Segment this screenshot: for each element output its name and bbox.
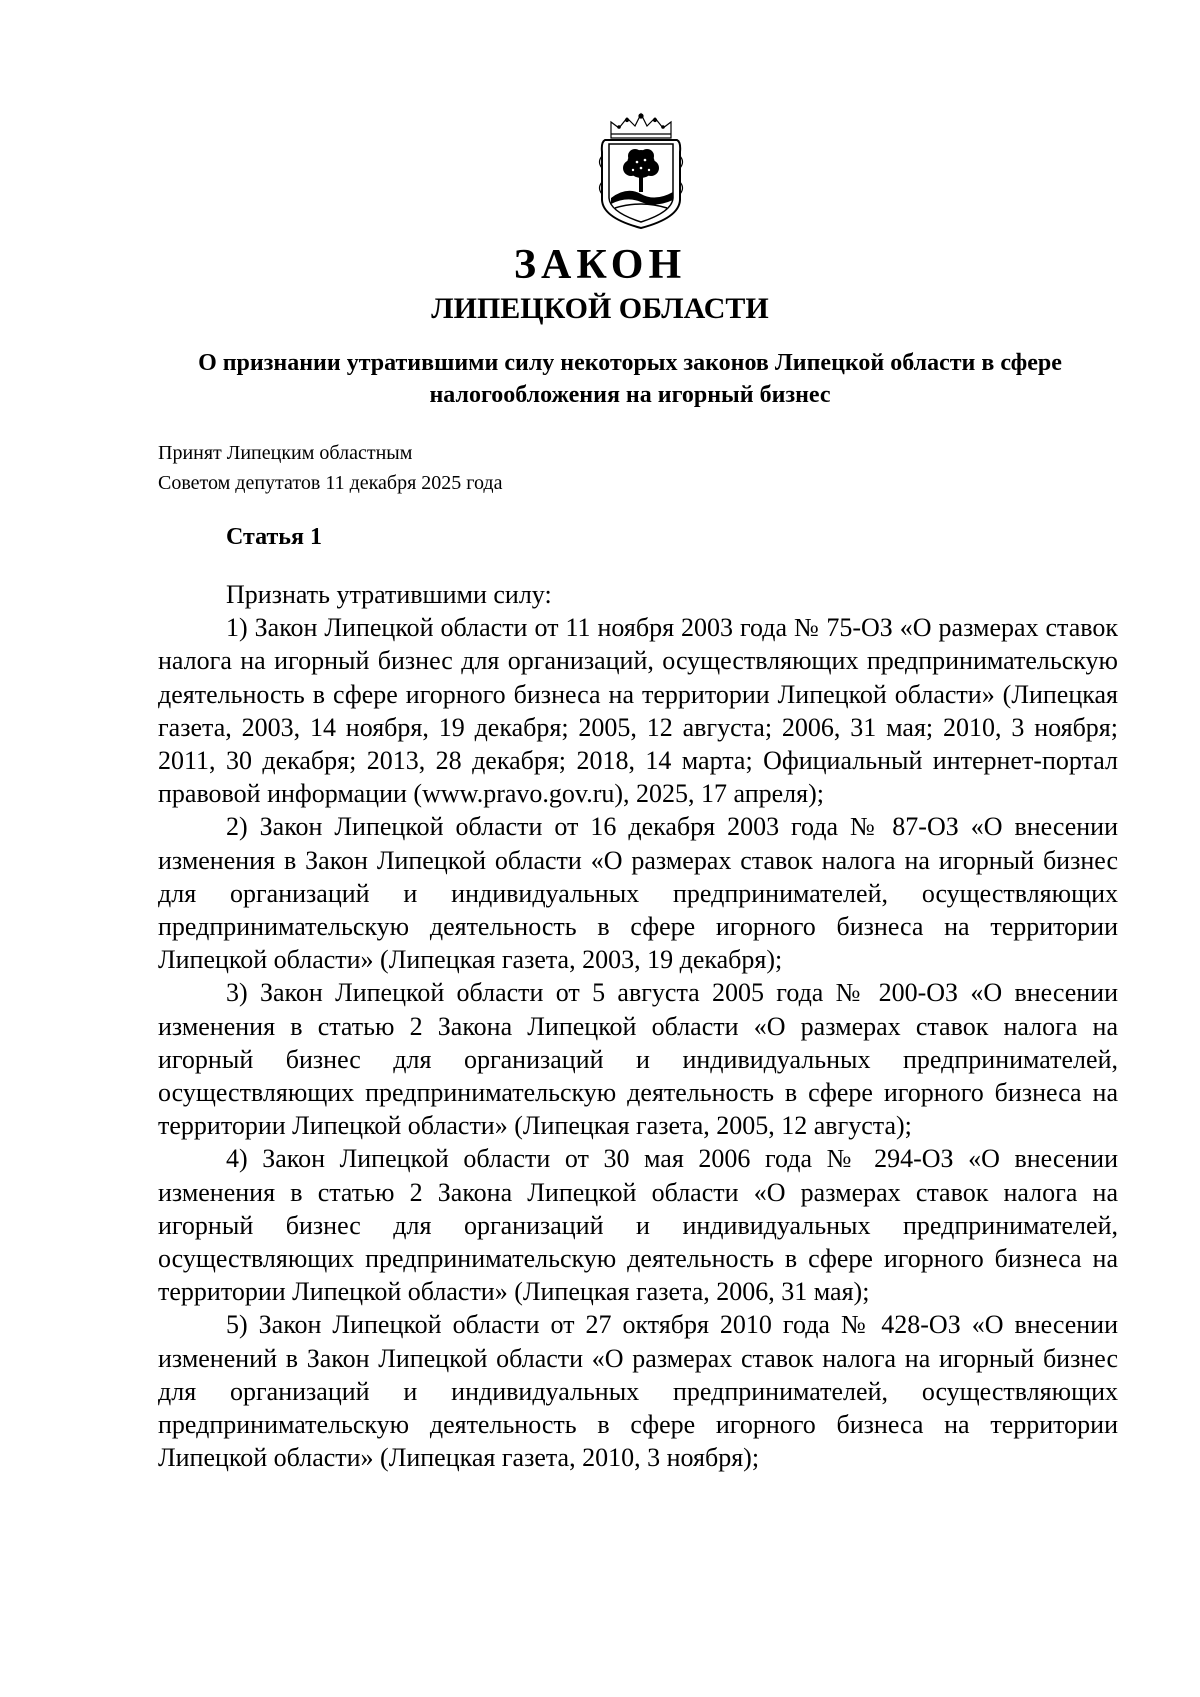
region-title: ЛИПЕЦКОЙ ОБЛАСТИ <box>431 292 769 325</box>
law-title: ЗАКОН <box>513 242 687 288</box>
adoption-line-2: Советом депутатов 11 декабря 2025 года <box>158 472 503 494</box>
article-body <box>158 578 1118 1474</box>
adoption-line-1: Принят Липецким областным <box>158 442 413 464</box>
coat-of-arms-icon <box>597 112 685 230</box>
list-item: 3) Закон Липецкой области от 5 августа 2005 года № 200-ОЗ «О внесении изменения в статью 2 Закона Липецкой области «О размерах ставок налога на игорный бизнес для организаций и индивидуальных предпринимателей, осуществляющих предпринимательскую деятельность в сфере игорного бизнеса на территории Липецкой области» (Липецкая газета, 2005, 12 августа); <box>158 978 1118 1141</box>
list-item: 4) Закон Липецкой области от 30 мая 2006 года № 294-ОЗ «О внесении изменения в статью 2 Закона Липецкой области «О размерах ставок налога на игорный бизнес для организаций и индивидуальных предпринимателей, осуществляющих предпринимательскую деятельность в сфере игорного бизнеса на территории Липецкой области» (Липецкая газета, 2006, 31 мая); <box>158 1144 1118 1307</box>
list-item: 5) Закон Липецкой области от 27 октября 2010 года № 428-ОЗ «О внесении изменений в Закон Липецкой области «О размерах ставок налога на игорный бизнес для организаций и индивидуальных предпринимателей, осуществляющих предпринимательскую деятельность в сфере игорного бизнеса на территории Липецкой области» (Липецкая газета, 2010, 3 ноября); <box>158 1310 1118 1473</box>
adoption-note <box>158 438 502 498</box>
article-intro: Признать утратившими силу: <box>226 580 552 609</box>
law-subject: О признании утратившими силу некоторых законов Липецкой области в сфере налогообложения на игорный бизнес <box>198 350 1062 408</box>
list-item: 1) Закон Липецкой области от 11 ноября 2003 года № 75-ОЗ «О размерах ставок налога на игорный бизнес для организаций, осуществляющих предпринимательскую деятельность в сфере игорного бизнеса на территории Липецкой области» (Липецкая газета, 2003, 14 ноября, 19 декабря; 2005, 12 августа; 2006, 31 мая; 2010, 3 ноября; 2011, 30 декабря; 2013, 28 декабря; 2018, 14 марта; Официальный интернет-портал правовой информации (www.pravo.gov.ru), 2025, 17 апреля); <box>158 613 1118 809</box>
article-heading: Статья 1 <box>226 524 322 550</box>
list-item: 2) Закон Липецкой области от 16 декабря 2003 года № 87-ОЗ «О внесении изменения в Закон Липецкой области «О размерах ставок налога на игорный бизнес для организаций и индивидуальных предпринимателей, осуществляющих предпринимательскую деятельность в сфере игорного бизнеса на территории Липецкой области» (Липецкая газета, 2003, 19 декабря); <box>158 812 1118 975</box>
